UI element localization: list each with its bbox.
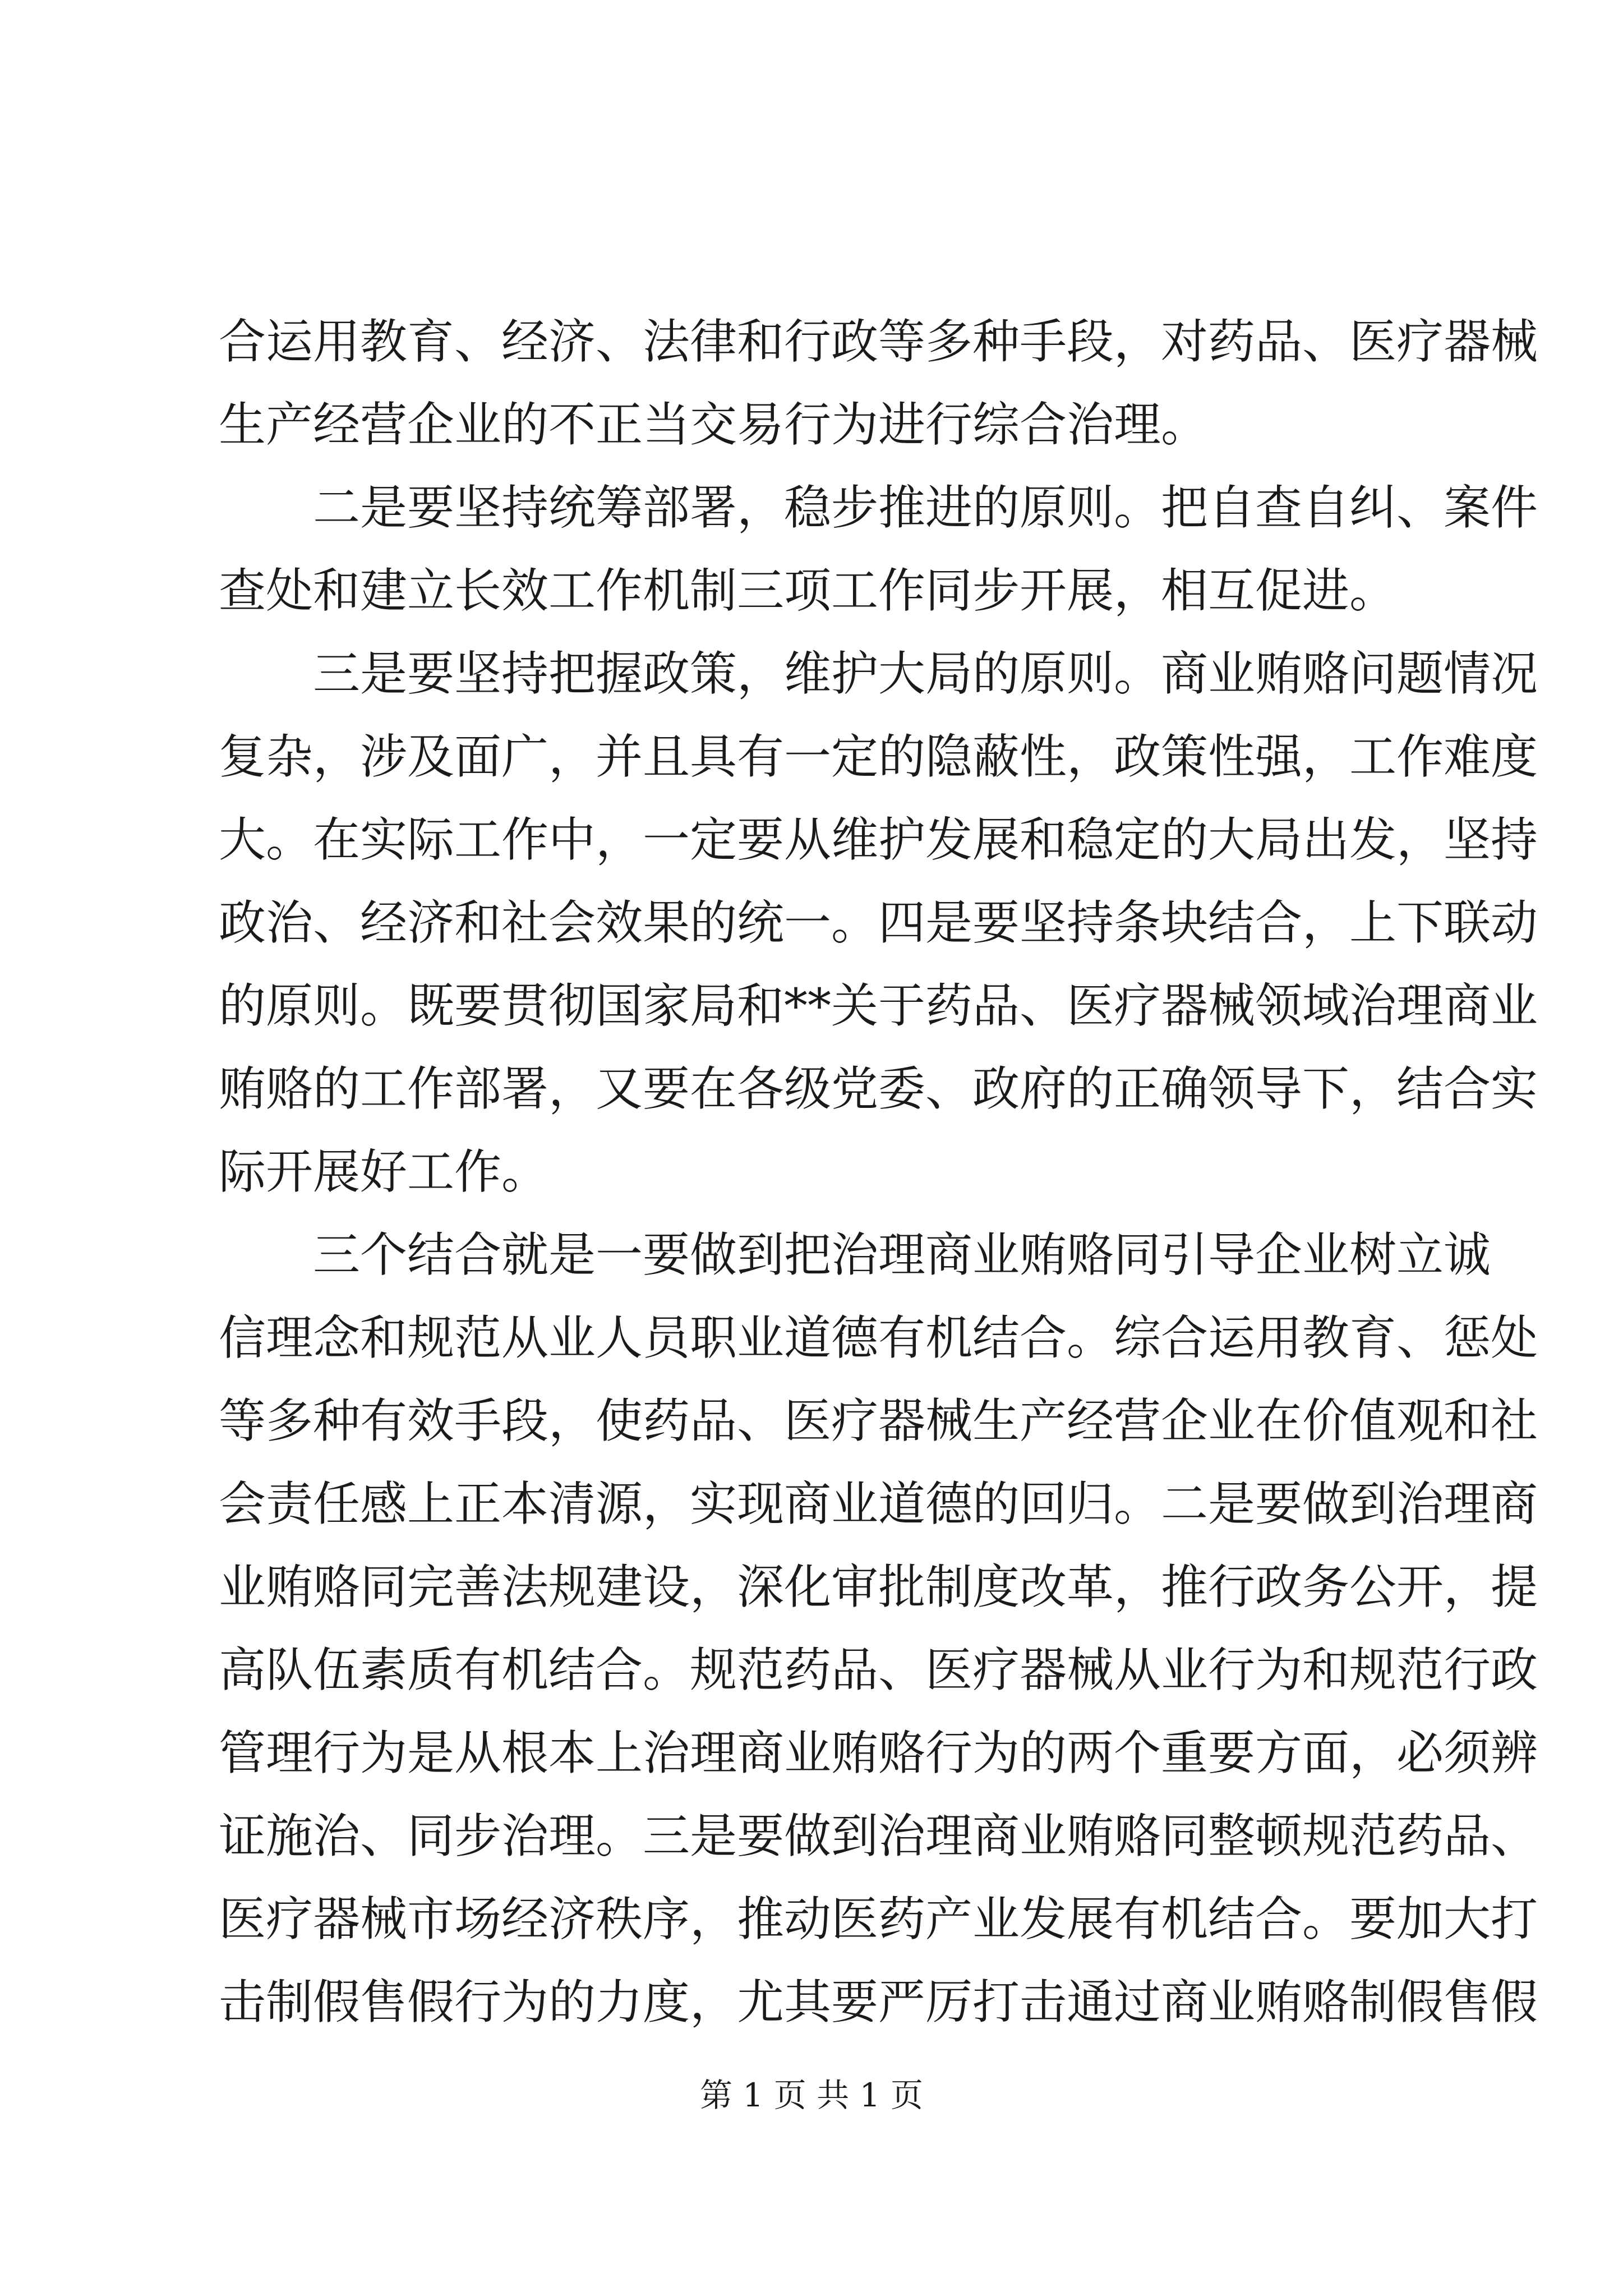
text-line: 等多种有效手段，使药品、医疗器械生产经营企业在价值观和社 xyxy=(219,1393,1538,1448)
text-line: 信理念和规范从业人员职业道德有机结合。综合运用教育、惩处 xyxy=(219,1310,1538,1365)
text-line: 际开展好工作。 xyxy=(219,1144,549,1199)
paragraph-start-line: 三是要坚持把握政策，维护大局的原则。商业贿赂问题情况 xyxy=(313,646,1538,701)
paragraph-start-line: 二是要坚持统筹部署，稳步推进的原则。把自查自纠、案件 xyxy=(313,480,1538,535)
document-body xyxy=(219,300,1538,2044)
text-line: 政治、经济和社会效果的统一。四是要坚持条块结合，上下联动 xyxy=(219,895,1538,950)
text-line: 医疗器械市场经济秩序，推动医药产业发展有机结合。要加大打 xyxy=(219,1892,1538,1947)
text-line: 生产经营企业的不正当交易行为进行综合治理。 xyxy=(219,397,1209,452)
text-line: 合运用教育、经济、法律和行政等多种手段，对药品、医疗器械 xyxy=(219,314,1538,369)
text-line: 会责任感上正本清源，实现商业道德的回归。二是要做到治理商 xyxy=(219,1476,1538,1531)
text-line: 高队伍素质有机结合。规范药品、医疗器械从业行为和规范行政 xyxy=(219,1642,1538,1697)
text-line: 管理行为是从根本上治理商业贿赂行为的两个重要方面，必须辨 xyxy=(219,1726,1538,1780)
text-line: 的原则。既要贯彻国家局和**关于药品、医疗器械领域治理商业 xyxy=(219,978,1538,1033)
text-line: 复杂，涉及面广，并且具有一定的隐蔽性，政策性强，工作难度 xyxy=(219,729,1538,784)
text-line: 证施治、同步治理。三是要做到治理商业贿赂同整顿规范药品、 xyxy=(219,1809,1538,1864)
text-line: 大。在实际工作中，一定要从维护发展和稳定的大局出发，坚持 xyxy=(219,812,1538,867)
text-line: 业贿赂同完善法规建设，深化审批制度改革，推行政务公开，提 xyxy=(219,1559,1538,1614)
paragraph-start-line: 三个结合就是一要做到把治理商业贿赂同引导企业树立诚 xyxy=(313,1227,1491,1282)
page-number-footer: 第 1 页 共 1 页 xyxy=(700,2076,923,2114)
text-line: 查处和建立长效工作机制三项工作同步开展，相互促进。 xyxy=(219,563,1397,618)
text-line: 击制假售假行为的力度，尤其要严厉打击通过商业贿赂制假售假 xyxy=(219,1975,1538,2030)
text-line: 贿赂的工作部署，又要在各级党委、政府的正确领导下，结合实 xyxy=(219,1061,1538,1116)
